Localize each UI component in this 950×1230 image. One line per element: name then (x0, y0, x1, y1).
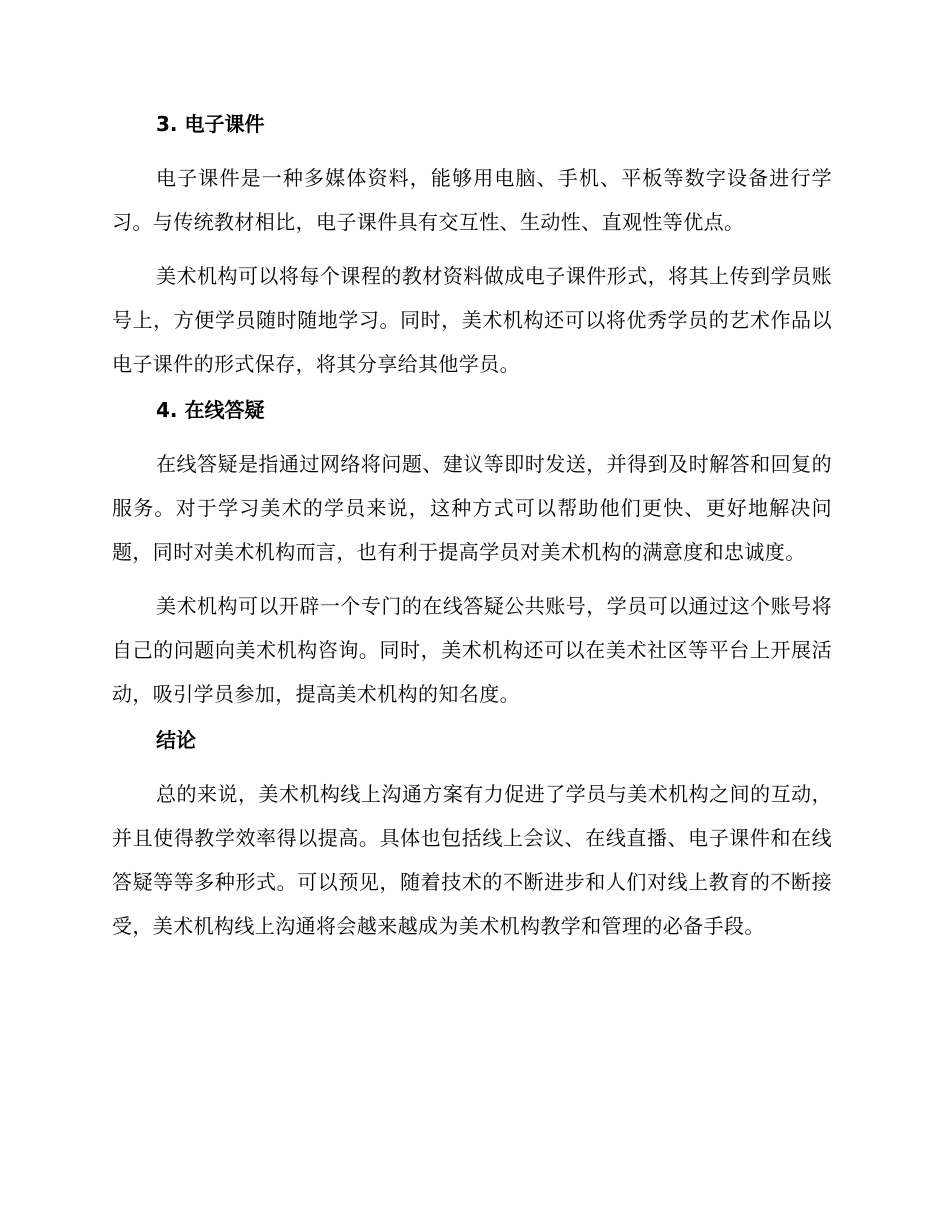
paragraph-courseware-definition: 电子课件是一种多媒体资料，能够用电脑、手机、平板等数字设备进行学习。与传统教材相比，电子课件具有交互性、生动性、直观性等优点。 (112, 166, 832, 234)
section-heading-online-qa: 4. 在线答疑 (156, 398, 265, 422)
paragraph-online-qa-definition: 在线答疑是指通过网络将问题、建议等即时发送，并得到及时解答和回复的服务。对于学习美术的学员来说，这种方式可以帮助他们更快、更好地解决问题，同时对美术机构而言，也有利于提高学员对美术机构的满意度和忠诚度。 (112, 452, 832, 564)
document-page (112, 110, 832, 958)
section-heading-electronic-courseware: 3. 电子课件 (156, 112, 265, 136)
paragraph-conclusion: 总的来说，美术机构线上沟通方案有力促进了学员与美术机构之间的互动，并且使得教学效率得以提高。具体也包括线上会议、在线直播、电子课件和在线答疑等等多种形式。可以预见，随着技术的不断进步和人们对线上教育的不断接受，美术机构线上沟通将会越来越成为美术机构教学和管理的必备手段。 (112, 782, 832, 938)
paragraph-online-qa-usage: 美术机构可以开辟一个专门的在线答疑公共账号，学员可以通过这个账号将自己的问题向美术机构咨询。同时，美术机构还可以在美术社区等平台上开展活动，吸引学员参加，提高美术机构的知名度。 (112, 594, 832, 706)
section-heading-conclusion: 结论 (156, 728, 196, 752)
paragraph-courseware-usage: 美术机构可以将每个课程的教材资料做成电子课件形式，将其上传到学员账号上，方便学员随时随地学习。同时，美术机构还可以将优秀学员的艺术作品以电子课件的形式保存，将其分享给其他学员。 (112, 264, 832, 376)
